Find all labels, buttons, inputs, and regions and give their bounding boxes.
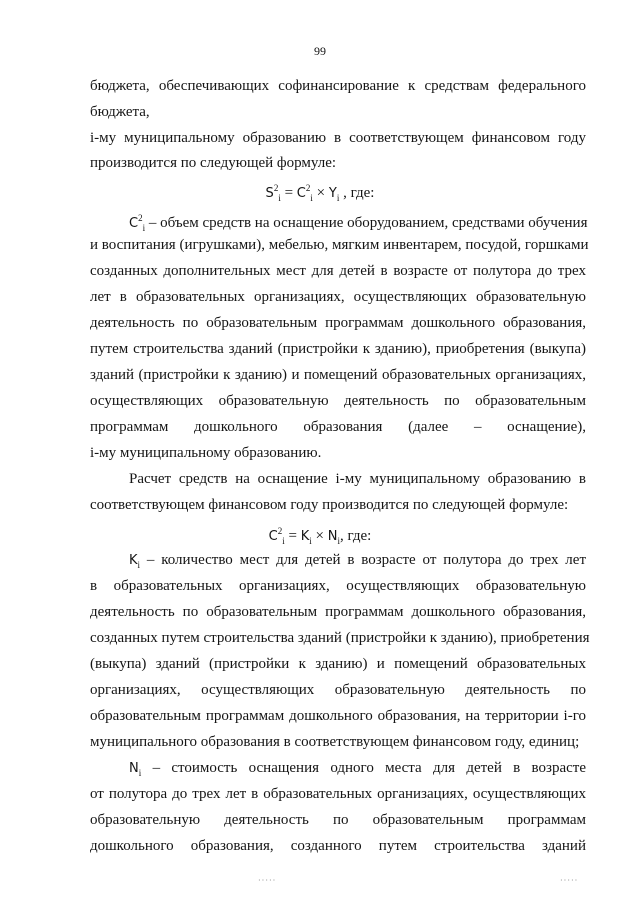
formula-operator: × [312,185,329,201]
formula-sub: i [336,193,340,203]
text-line: организациях, осуществляющих образовательную деятельность по [90,682,586,698]
text-fragment: – объем средств на оснащение оборудованием, средствами обучения [148,215,588,231]
formula-tail: , где: [339,528,372,544]
formula-c [0,521,640,551]
formula-sub: i [310,193,313,203]
formula-operator: = [284,528,301,544]
formula-sub: i [278,193,281,203]
text-line: образовательную деятельность по образовательным программам [90,812,586,828]
formula-sub: i [337,536,340,546]
text-line: созданных путем строительства зданий (пристройки к зданию), приобретения [90,630,590,646]
text-fragment: – количество мест для детей в возрасте от полутора до трех лет [146,552,587,568]
formula-operator: = [280,185,297,201]
text-line: i-му муниципальному образованию. [90,445,322,461]
text-line: от полутора до трех лет в образовательных организациях, осуществляющих [90,786,586,802]
text-line: (выкупа) зданий (пристройки к зданию) и помещений образовательных [90,656,586,672]
text-line: i-му муниципальному образованию в соответствующем финансовом году [90,130,586,146]
text-line: созданных дополнительных мест для детей в возрасте от полутора до трех [90,263,586,279]
formula-sup: 2 [305,183,311,193]
symbol-n: N [129,761,139,776]
text-line: деятельность по образовательным программам дошкольного образования, [90,604,586,620]
formula-term: K [300,529,310,544]
text-line: муниципального образования в соответствующем финансовом году, единиц; [90,734,580,750]
symbol-sup: 2 [138,213,143,223]
text-line-symbol [129,550,586,570]
formula-s [0,178,640,208]
formula-tail: , где: [339,185,375,201]
text-line: бюджета, [90,104,150,120]
formula-term: C [296,186,306,201]
text-line: соответствующем финансовом году производится по следующей формуле: [90,497,569,513]
text-line: дошкольного образования, созданного путем строительства зданий [90,838,586,854]
text-line: в образовательных организациях, осуществляющих образовательную [90,578,586,594]
text-line: программам дошкольного образования (далее – оснащение), [90,419,586,435]
text-line: бюджета, обеспечивающих софинансирование к средствам федерального [90,78,586,94]
text-line: Расчет средств на оснащение i-му муниципальному образованию в [129,471,586,487]
symbol-c: C [129,216,139,231]
text-line-symbol [129,758,586,778]
text-line: зданий (пристройки к зданию) и помещений образовательных организациях, [90,367,586,383]
text-line: лет в образовательных организациях, осуществляющих образовательную [90,289,586,305]
symbol-sub: i [138,768,142,778]
scan-mark: ····· [258,876,277,885]
formula-term: C [268,529,278,544]
formula-term: N [327,529,338,544]
text-line: деятельность по образовательным программам дошкольного образования, [90,315,586,331]
text-line: производится по следующей формуле: [90,155,337,171]
text-fragment: – стоимость оснащения одного места для детей в возрасте [152,760,586,776]
symbol-sub: i [142,223,146,233]
formula-term: Y [328,186,337,201]
text-line: осуществляющих образовательную деятельность по образовательным [90,393,586,409]
formula-sup: 2 [273,183,279,193]
formula-sub: i [309,536,312,546]
formula-term: S [265,186,274,201]
symbol-sub: i [137,560,141,570]
formula-sub: i [282,536,285,546]
text-line: путем строительства зданий (пристройки к зданию), приобретения (выкупа) [90,341,586,357]
text-line: и воспитания (игрушками), мебелью, мягким инвентарем, посудой, горшками [90,237,589,253]
formula-sup: 2 [277,526,283,536]
scan-mark: ····· [560,876,579,885]
text-line-symbol [129,208,588,233]
symbol-k: K [129,553,138,568]
formula-operator: × [311,528,328,544]
page-number: 99 [314,44,326,58]
text-line: образовательным программам дошкольного образования, на территории i-го [90,708,586,724]
